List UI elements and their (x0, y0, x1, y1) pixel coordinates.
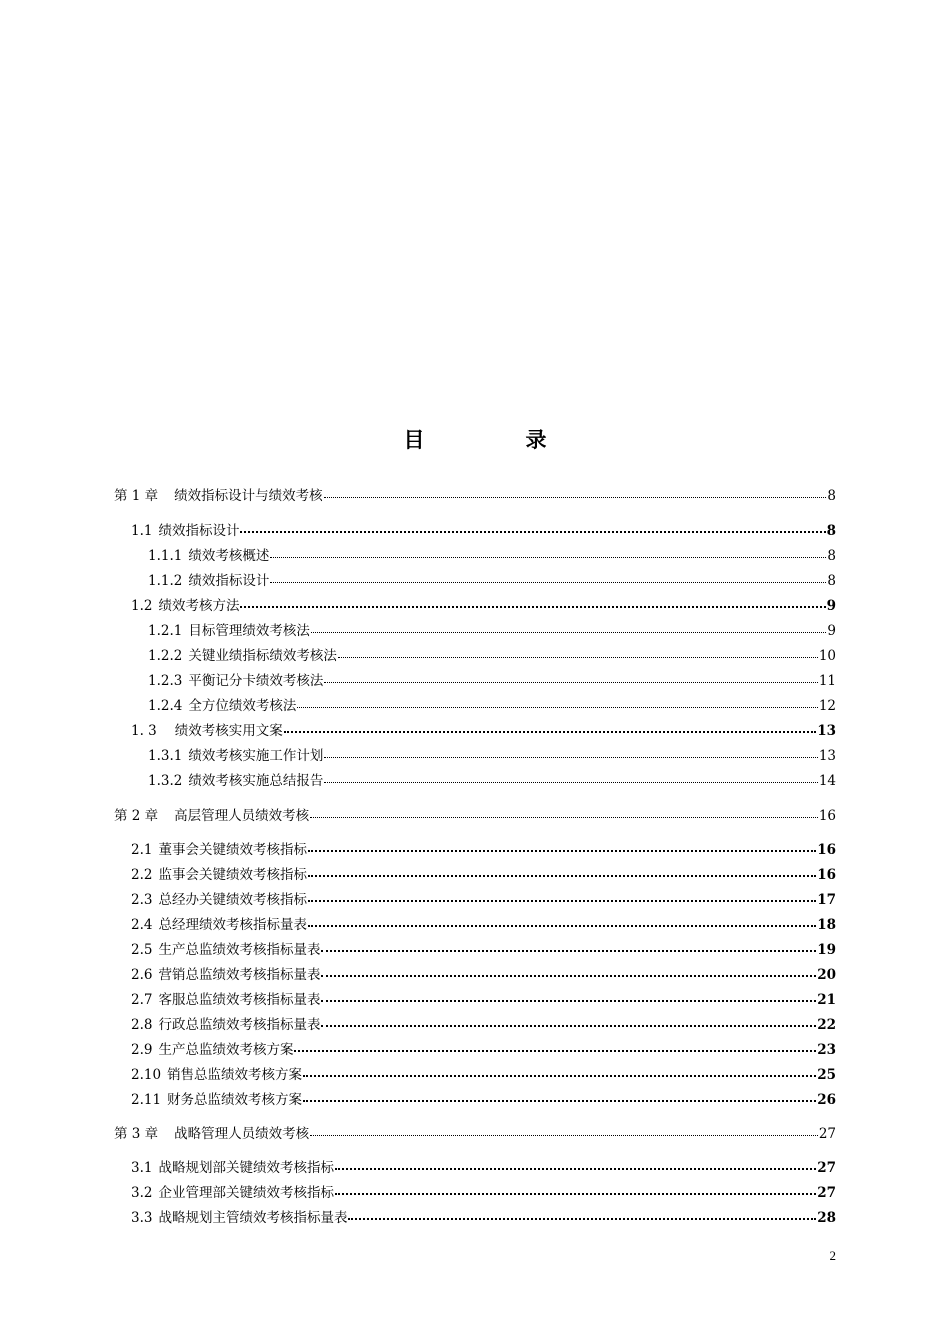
toc-entry[interactable] (148, 746, 836, 766)
toc-leader-dots (294, 1040, 816, 1054)
toc-entry-number: 1.1.2 (148, 573, 183, 589)
toc-entry-number: 第 3 章 (114, 1126, 159, 1142)
toc-entry[interactable] (131, 990, 836, 1010)
toc-entry-page: 10 (818, 648, 836, 664)
toc-leader-dots (311, 621, 827, 635)
toc-entry-title: 绩效考核概述 (188, 548, 270, 564)
toc-entry-number: 1.3.2 (148, 773, 183, 789)
toc-entry-page: 23 (817, 1042, 836, 1058)
toc-entry-title: 绩效考核实施总结报告 (188, 773, 324, 789)
toc-leader-dots (324, 486, 827, 500)
toc-entry-page: 16 (817, 867, 836, 883)
toc-entry-title: 客服总监绩效考核指标量表 (158, 992, 321, 1008)
toc-entry-number: 2.10 (131, 1067, 162, 1083)
toc-entry-number: 1.2.3 (148, 673, 183, 689)
toc-entry[interactable] (131, 1090, 836, 1110)
toc-entry-title: 销售总监绩效考核方案 (167, 1067, 303, 1083)
toc-entry-page: 18 (817, 917, 836, 933)
toc-leader-dots (308, 840, 816, 854)
toc-entry-title: 绩效指标设计与绩效考核 (174, 488, 323, 504)
toc-leader-dots (321, 940, 816, 954)
toc-entry-number: 1.1.1 (148, 548, 183, 564)
toc-entry-number: 1.2.1 (148, 623, 183, 639)
toc-entry-page: 22 (817, 1017, 836, 1033)
toc-entry-title: 绩效指标设计 (158, 523, 240, 539)
toc-entry-number: 2.7 (131, 992, 153, 1008)
toc-entry-page: 26 (817, 1092, 836, 1108)
toc-leader-dots (324, 671, 817, 685)
toc-entry-number: 3.2 (131, 1185, 153, 1201)
toc-entry-title: 战略规划主管绩效考核指标量表 (158, 1210, 348, 1226)
toc-entry[interactable] (148, 546, 836, 566)
toc-entry-number: 3.1 (131, 1160, 153, 1176)
toc-entry-title: 绩效考核实施工作计划 (188, 748, 324, 764)
toc-entry-page: 19 (817, 942, 836, 958)
toc-entry-title: 财务总监绩效考核方案 (167, 1092, 303, 1108)
toc-entry[interactable] (148, 696, 836, 716)
toc-entry[interactable] (131, 840, 836, 860)
page-title: 目 录 (403, 428, 587, 452)
toc-leader-dots (335, 1158, 816, 1172)
toc-entry[interactable] (148, 671, 836, 691)
toc-entry[interactable] (131, 965, 836, 985)
toc-entry[interactable] (131, 940, 836, 960)
toc-entry[interactable] (114, 806, 836, 826)
toc-entry[interactable] (131, 596, 836, 616)
toc-entry-title: 行政总监绩效考核指标量表 (158, 1017, 321, 1033)
toc-leader-dots (284, 721, 816, 735)
toc-leader-dots (348, 1208, 816, 1222)
toc-entry-page: 16 (818, 808, 836, 824)
toc-entry-page: 13 (817, 723, 836, 739)
toc-entry-number: 第 1 章 (114, 488, 159, 504)
toc-entry-page: 9 (827, 623, 836, 639)
toc-leader-dots (310, 806, 818, 820)
toc-entry[interactable] (131, 721, 836, 741)
toc-entry-title: 绩效指标设计 (188, 573, 270, 589)
toc-entry-page: 14 (818, 773, 836, 789)
toc-leader-dots (321, 990, 816, 1004)
toc-entry-page: 28 (817, 1210, 836, 1226)
toc-leader-dots (303, 1090, 816, 1104)
toc-entry[interactable] (131, 521, 836, 541)
toc-entry-title: 关键业绩指标绩效考核法 (188, 648, 337, 664)
toc-leader-dots (308, 890, 816, 904)
toc-entry-page: 25 (817, 1067, 836, 1083)
toc-entry-number: 2.3 (131, 892, 153, 908)
toc-entry[interactable] (131, 1040, 836, 1060)
toc-entry-title: 战略规划部关键绩效考核指标 (158, 1160, 334, 1176)
toc-entry[interactable] (148, 646, 836, 666)
toc-entry[interactable] (131, 1015, 836, 1035)
toc-entry-number: 2.4 (131, 917, 153, 933)
toc-leader-dots (321, 965, 816, 979)
toc-leader-dots (297, 696, 817, 710)
toc-entry-title: 总经办关键绩效考核指标 (158, 892, 307, 908)
toc-entry-number: 2.1 (131, 842, 153, 858)
page-number: 2 (829, 1248, 836, 1263)
toc-entry-title: 董事会关键绩效考核指标 (158, 842, 307, 858)
toc-entry[interactable] (131, 1183, 836, 1203)
toc-entry-title: 战略管理人员绩效考核 (174, 1126, 310, 1142)
toc-entry-number: 2.5 (131, 942, 153, 958)
toc-entry[interactable] (131, 865, 836, 885)
toc-entry-number: 1.3.1 (148, 748, 183, 764)
toc-entry-page: 27 (817, 1185, 836, 1201)
toc-entry-page: 27 (817, 1160, 836, 1176)
toc-entry-title: 全方位绩效考核法 (188, 698, 297, 714)
toc-entry-number: 1.2 (131, 598, 153, 614)
toc-entry-page: 8 (826, 523, 836, 539)
toc-entry-page: 9 (826, 598, 836, 614)
toc-entry[interactable] (131, 1065, 836, 1085)
toc-entry-number: 2.8 (131, 1017, 153, 1033)
toc-entry-page: 11 (818, 673, 836, 689)
toc-entry-page: 17 (817, 892, 836, 908)
toc-entry-number: 1.2.2 (148, 648, 183, 664)
toc-entry-title: 营销总监绩效考核指标量表 (158, 967, 321, 983)
toc-leader-dots (303, 1065, 816, 1079)
toc-leader-dots (324, 771, 817, 785)
toc-entry[interactable] (131, 915, 836, 935)
toc-entry-title: 绩效考核实用文案 (174, 723, 283, 739)
toc-entry[interactable] (131, 1158, 836, 1178)
toc-entry-title: 企业管理部关键绩效考核指标 (158, 1185, 334, 1201)
toc-entry-title: 目标管理绩效考核法 (188, 623, 310, 639)
toc-entry-title: 平衡记分卡绩效考核法 (188, 673, 324, 689)
toc-entry-page: 8 (827, 573, 836, 589)
toc-entry-page: 8 (827, 548, 836, 564)
toc-entry-number: 1.1 (131, 523, 153, 539)
toc-entry-title: 生产总监绩效考核指标量表 (158, 942, 321, 958)
toc-leader-dots (335, 1183, 816, 1197)
toc-entry[interactable] (148, 571, 836, 591)
toc-entry-page: 12 (818, 698, 836, 714)
toc-entry-number: 1. 3 (131, 723, 157, 739)
toc-entry-page: 8 (827, 488, 836, 504)
toc-entry-title: 高层管理人员绩效考核 (174, 808, 310, 824)
toc-entry-page: 16 (817, 842, 836, 858)
toc-entry-number: 2.2 (131, 867, 153, 883)
toc-entry[interactable] (131, 1208, 836, 1228)
toc-entry[interactable] (148, 621, 836, 641)
toc-leader-dots (308, 915, 816, 929)
toc-leader-dots (270, 546, 826, 560)
toc-entry-number: 3.3 (131, 1210, 153, 1226)
toc-leader-dots (338, 646, 818, 660)
toc-entry[interactable] (114, 1124, 836, 1144)
toc-entry-title: 绩效考核方法 (158, 598, 240, 614)
toc-entry-number: 1.2.4 (148, 698, 183, 714)
toc-entry-title: 总经理绩效考核指标量表 (158, 917, 307, 933)
toc-leader-dots (310, 1124, 818, 1138)
toc-leader-dots (240, 521, 825, 535)
toc-entry-page: 27 (818, 1126, 836, 1142)
toc-entry-number: 2.11 (131, 1092, 162, 1108)
toc-entry[interactable] (131, 890, 836, 910)
toc-entry-number: 2.9 (131, 1042, 153, 1058)
toc-entry-page: 20 (817, 967, 836, 983)
toc-entry-number: 第 2 章 (114, 808, 159, 824)
toc-entry-page: 13 (818, 748, 836, 764)
toc-leader-dots (308, 865, 816, 879)
toc-entry[interactable] (114, 486, 836, 506)
toc-leader-dots (240, 596, 825, 610)
toc-leader-dots (270, 571, 826, 585)
toc-leader-dots (321, 1015, 816, 1029)
toc-entry-page: 21 (817, 992, 836, 1008)
toc-entry-number: 2.6 (131, 967, 153, 983)
toc-leader-dots (324, 746, 817, 760)
toc-entry[interactable] (148, 771, 836, 791)
toc-entry-title: 生产总监绩效考核方案 (158, 1042, 294, 1058)
toc-entry-title: 监事会关键绩效考核指标 (158, 867, 307, 883)
